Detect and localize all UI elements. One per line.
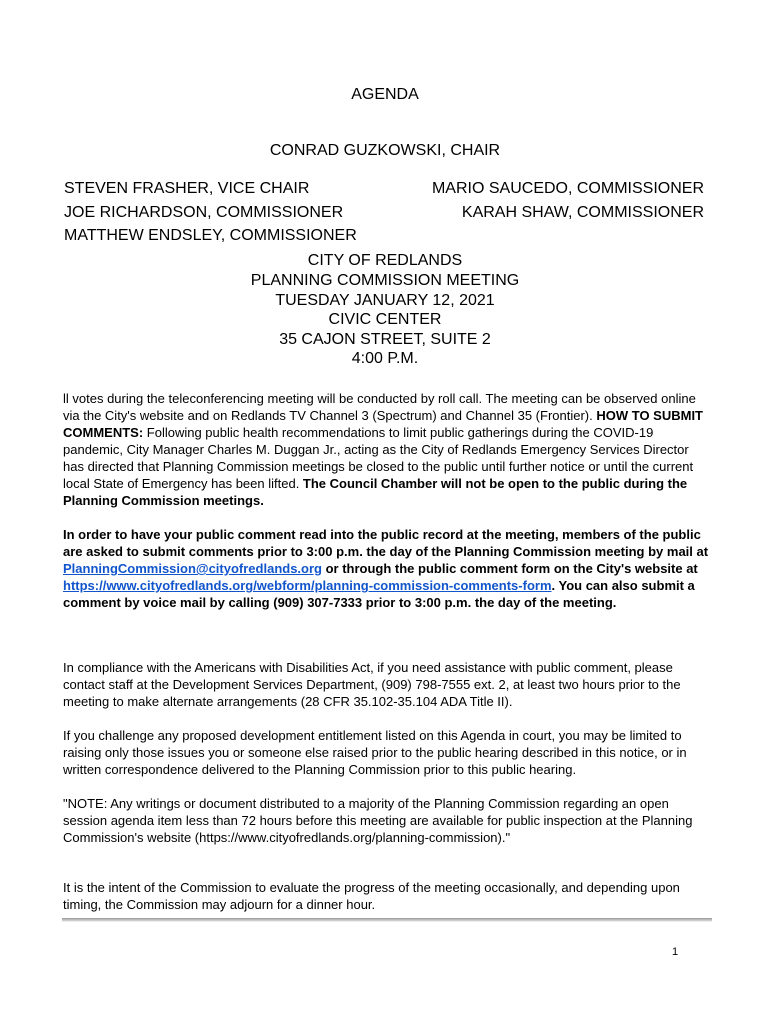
p2-text-c: . You can also submit a comment by voice mail by calling (909) 307-7333 prior to 3:00 p.m. the day of the meeting.: [63, 578, 695, 610]
member-left-3: MATTHEW ENDSLEY, COMMISSIONER: [64, 227, 357, 244]
p2-text-a: In order to have your public comment read into the public record at the meeting, members of the public are asked to submit comments prior to 3:00 p.m. the day of the Planning Commission meeting by mail at: [63, 527, 709, 559]
member-right-2: KARAH SHAW, COMMISSIONER: [461, 204, 704, 221]
meeting-address: 35 CAJON STREET, SUITE 2: [279, 331, 491, 348]
comment-form-link[interactable]: https://www.cityofredlands.org/webform/planning-commission-comments-form: [63, 578, 552, 593]
roll-call-paragraph: [63, 390, 713, 509]
ada-paragraph: In compliance with the Americans with Disabilities Act, if you need assistance with public comment, please contact staff at the Development Services Department, (909) 798-7555 ext. 2, at least two hours prior to the meeting to make alternate arrangements (28 CFR 35.102-35.104 ADA Title II).: [63, 660, 681, 709]
chamber-closed-notice: The Council Chamber will not be open to the public during the Planning Commission meetings.: [63, 476, 688, 508]
challenge-paragraph: If you challenge any proposed development entitlement listed on this Agenda in court, you may be limited to raising only those issues you or someone else raised prior to the public hearing described in this notice, or in written correspondence delivered to the Planning Commission prior to this public hearing.: [63, 728, 687, 777]
p1-text-2: Following public health recommendations to limit public gatherings during the COVID-19 pandemic, City Manager Charles M. Duggan Jr., acting as the City of Redlands Emergency Services Director has directed that Planning Commission meetings be closed to the public until further notice or until the current local State of Emergency has been lifted.: [63, 425, 694, 491]
meeting-name: PLANNING COMMISSION MEETING: [250, 272, 520, 289]
how-to-submit-heading: HOW TO SUBMIT COMMENTS:: [63, 408, 703, 440]
meeting-time: 4:00 P.M.: [351, 350, 419, 367]
email-link[interactable]: PlanningCommission@cityofredlands.org: [63, 561, 322, 576]
member-left-1: STEVEN FRASHER, VICE CHAIR: [64, 180, 310, 197]
dinner-paragraph: It is the intent of the Commission to evaluate the progress of the meeting occasionally, and depending upon timing, the Commission may adjourn for a dinner hour.: [63, 880, 680, 912]
member-right-1: MARIO SAUCEDO, COMMISSIONER: [431, 180, 704, 197]
meeting-city: CITY OF REDLANDS: [307, 252, 463, 269]
agenda-title: AGENDA: [351, 86, 419, 103]
p1-text: ll votes during the teleconferencing meeting will be conducted by roll call. The meeting can be observed online via the City's website and on Redlands TV Channel 3 (Spectrum) and Channel 35 (Frontier).: [63, 391, 696, 423]
meeting-venue: CIVIC CENTER: [328, 311, 442, 328]
note-paragraph: "NOTE: Any writings or document distributed to a majority of the Planning Commission regarding an open session agenda item less than 72 hours before this meeting are available for public inspection at the Planning Commission's website (https://www.cityofredlands.org/planning-commission).": [63, 796, 693, 845]
horizontal-rule: [62, 918, 712, 922]
chair-name: CONRAD GUZKOWSKI, CHAIR: [269, 142, 501, 159]
public-comment-paragraph: [63, 526, 713, 611]
member-left-2: JOE RICHARDSON, COMMISSIONER: [64, 204, 344, 221]
page-number: 1: [672, 946, 679, 958]
meeting-date: TUESDAY JANUARY 12, 2021: [275, 292, 495, 309]
p2-text-b: or through the public comment form on the City's website at: [321, 561, 698, 576]
